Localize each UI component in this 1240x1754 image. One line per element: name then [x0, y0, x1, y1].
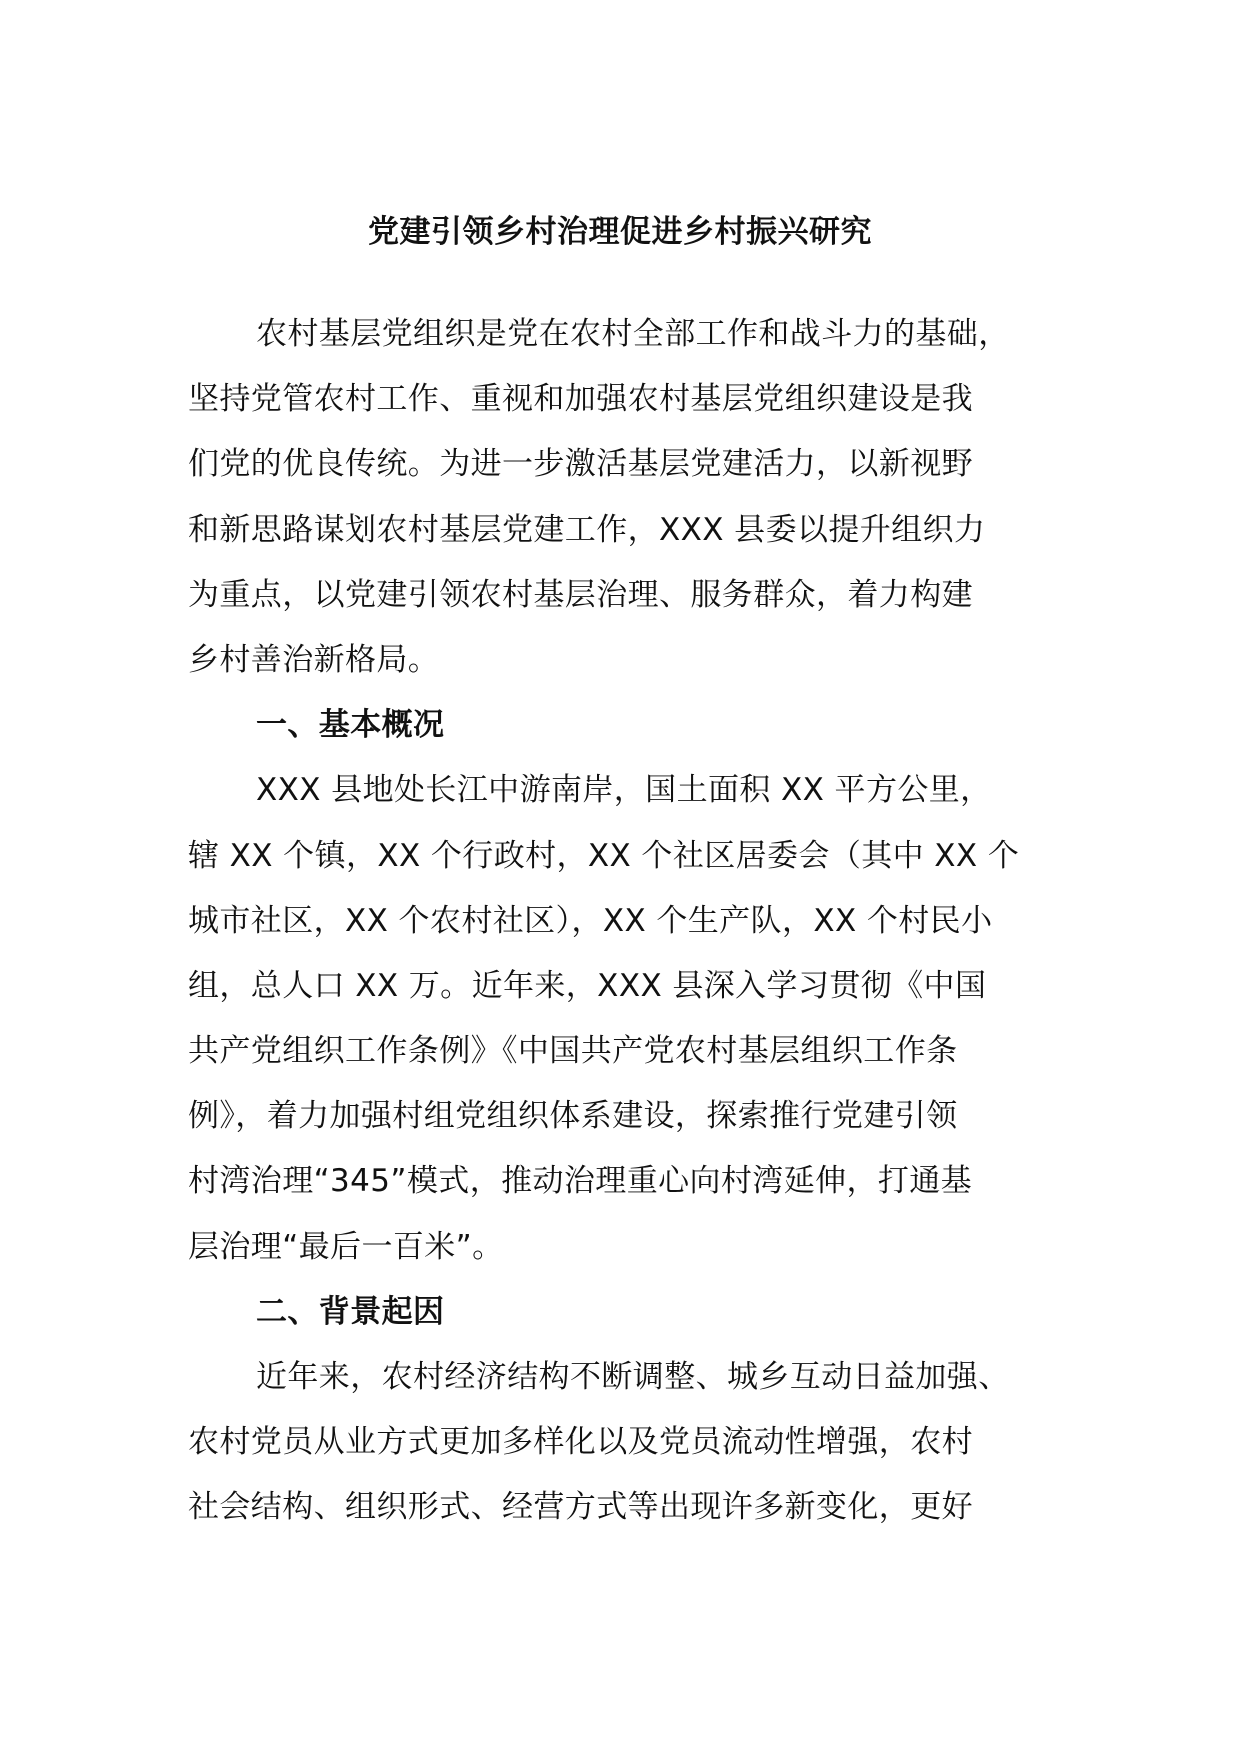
- paragraph-line: XXX 县地处长江中游南岸，国土面积 XX 平方公里，: [256, 772, 992, 809]
- paragraph-line: 例》，着力加强村组党组织体系建设，探索推行党建引领: [188, 1098, 958, 1135]
- paragraph-line: 层治理“最后一百米”。: [188, 1228, 504, 1265]
- paragraph-line: 和新思路谋划农村基层党建工作，XXX 县委以提升组织力: [188, 511, 986, 548]
- paragraph-line: 社会结构、组织形式、经营方式等出现许多新变化，更好: [188, 1489, 973, 1526]
- paragraph-line: 乡村善治新格局。: [188, 641, 440, 678]
- paragraph-line: 城市社区，XX 个农村社区），XX 个生产队，XX 个村民小: [188, 902, 993, 939]
- paragraph-line: 村湾治理“345”模式，推动治理重心向村湾延伸，打通基: [188, 1163, 973, 1200]
- document-title: 党建引领乡村治理促进乡村振兴研究: [368, 214, 872, 250]
- paragraph-line: 农村基层党组织是党在农村全部工作和战斗力的基础，: [256, 316, 1010, 352]
- paragraph-line: 为重点，以党建引领农村基层治理、服务群众，着力构建: [188, 576, 973, 613]
- paragraph-line: 坚持党管农村工作、重视和加强农村基层党组织建设是我: [188, 381, 973, 418]
- section-heading: 一、基本概况: [256, 707, 445, 744]
- paragraph-line: 们党的优良传统。为进一步激活基层党建活力，以新视野: [188, 446, 973, 483]
- paragraph-line: 农村党员从业方式更加多样化以及党员流动性增强，农村: [188, 1424, 973, 1461]
- section-heading: 二、背景起因: [256, 1293, 445, 1330]
- paragraph-line: 近年来，农村经济结构不断调整、城乡互动日益加强、: [256, 1359, 1010, 1395]
- paragraph-line: 组，总人口 XX 万。近年来，XXX 县深入学习贯彻《中国: [188, 967, 987, 1004]
- paragraph-line: 辖 XX 个镇，XX 个行政村，XX 个社区居委会（其中 XX 个: [188, 837, 1020, 874]
- document-body: [188, 302, 1050, 1541]
- paragraph-line: 共产党组织工作条例》《中国共产党农村基层组织工作条: [188, 1033, 958, 1070]
